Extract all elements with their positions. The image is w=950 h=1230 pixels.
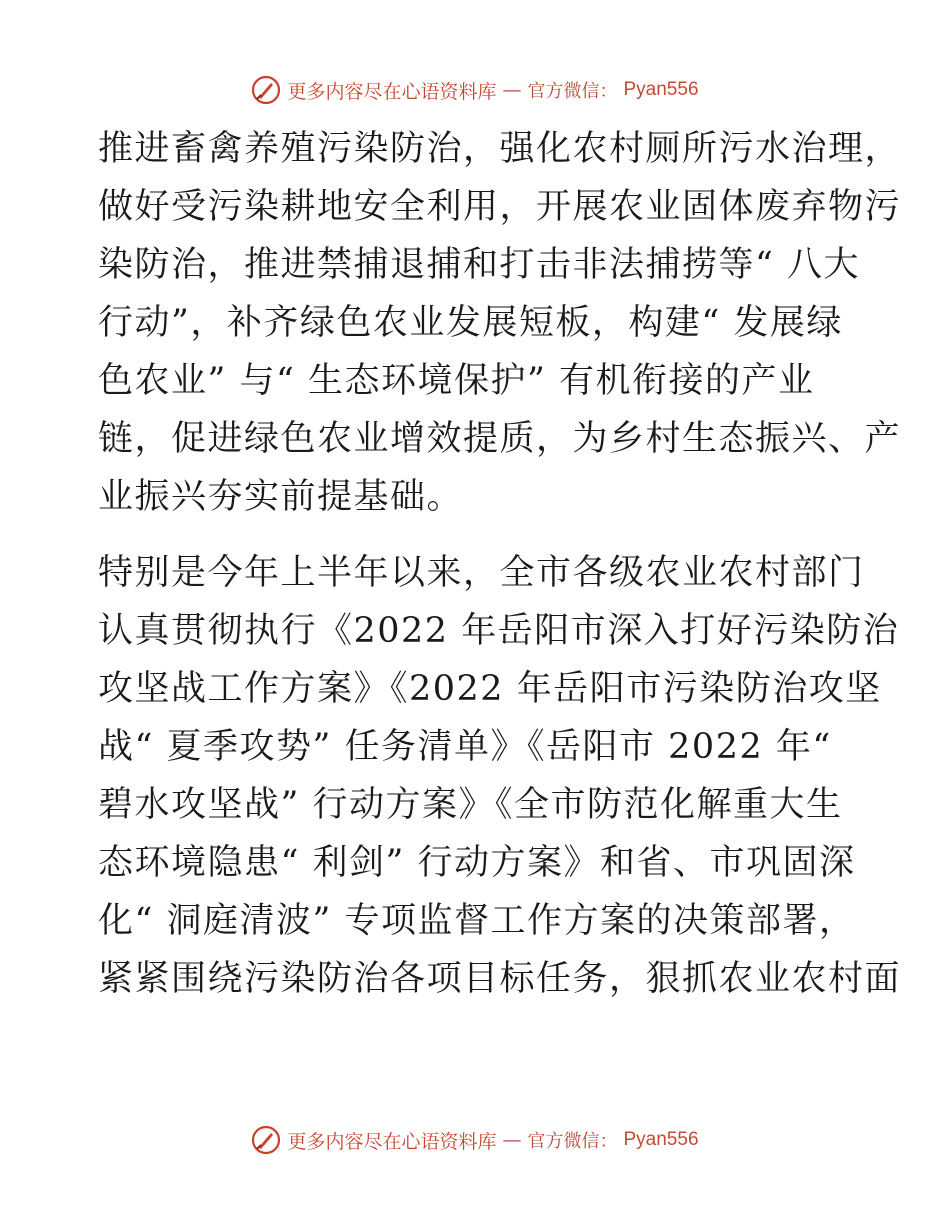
text-line: 认真贯彻执行《2022 年岳阳市深入打好污染防治 bbox=[98, 611, 900, 651]
header-watermark bbox=[0, 70, 950, 110]
text-line: 行动”，补齐绿色农业发展短板，构建“ 发展绿 bbox=[98, 303, 843, 343]
watermark-dash: — bbox=[502, 79, 522, 101]
quill-logo-icon bbox=[251, 1125, 281, 1155]
text-line: 链，促进绿色农业增效提质，为乡村生态振兴、产 bbox=[98, 419, 902, 459]
paragraph bbox=[98, 544, 902, 1008]
watermark-wechat-id: Pyan556 bbox=[623, 1129, 699, 1150]
text-line: 碧水攻坚战” 行动方案》《全市防范化解重大生 bbox=[98, 785, 843, 825]
text-line: 做好受污染耕地安全利用，开展农业固体废弃物污 bbox=[98, 187, 902, 227]
text-line: 特别是今年上半年以来，全市各级农业农村部门 bbox=[98, 553, 865, 593]
quill-logo-icon bbox=[251, 75, 281, 105]
text-line: 攻坚战工作方案》《2022 年岳阳市污染防治攻坚 bbox=[98, 669, 882, 709]
watermark-wechat-id: Pyan556 bbox=[623, 79, 699, 100]
text-line: 态环境隐患“ 利剑” 行动方案》和省、市巩固深 bbox=[98, 843, 856, 883]
paragraph bbox=[98, 120, 902, 526]
watermark-brand: 更多内容尽在心语资料库 bbox=[287, 80, 497, 103]
watermark-dash: — bbox=[502, 1129, 522, 1151]
text-line: 紧紧围绕污染防治各项目标任务，狠抓农业农村面 bbox=[98, 959, 902, 999]
text-line: 色农业” 与“ 生态环境保护” 有机衔接的产业 bbox=[98, 361, 815, 401]
text-line: 推进畜禽养殖污染防治，强化农村厕所污水治理， bbox=[98, 129, 902, 169]
document-body bbox=[98, 120, 902, 1008]
text-line: 业振兴夯实前提基础。 bbox=[98, 477, 464, 517]
watermark-official-label: 官方微信： bbox=[527, 1131, 618, 1152]
text-line: 染防治，推进禁捕退捕和打击非法捕捞等“ 八大 bbox=[98, 245, 861, 285]
text-line: 战“ 夏季攻势” 任务清单》《岳阳市 2022 年“ bbox=[98, 727, 832, 767]
watermark-brand: 更多内容尽在心语资料库 bbox=[287, 1130, 497, 1153]
text-line: 化“ 洞庭清波” 专项监督工作方案的决策部署， bbox=[98, 901, 856, 941]
footer-watermark bbox=[0, 1120, 950, 1160]
watermark-official-label: 官方微信： bbox=[527, 81, 618, 102]
paragraph-spacer bbox=[98, 526, 858, 544]
